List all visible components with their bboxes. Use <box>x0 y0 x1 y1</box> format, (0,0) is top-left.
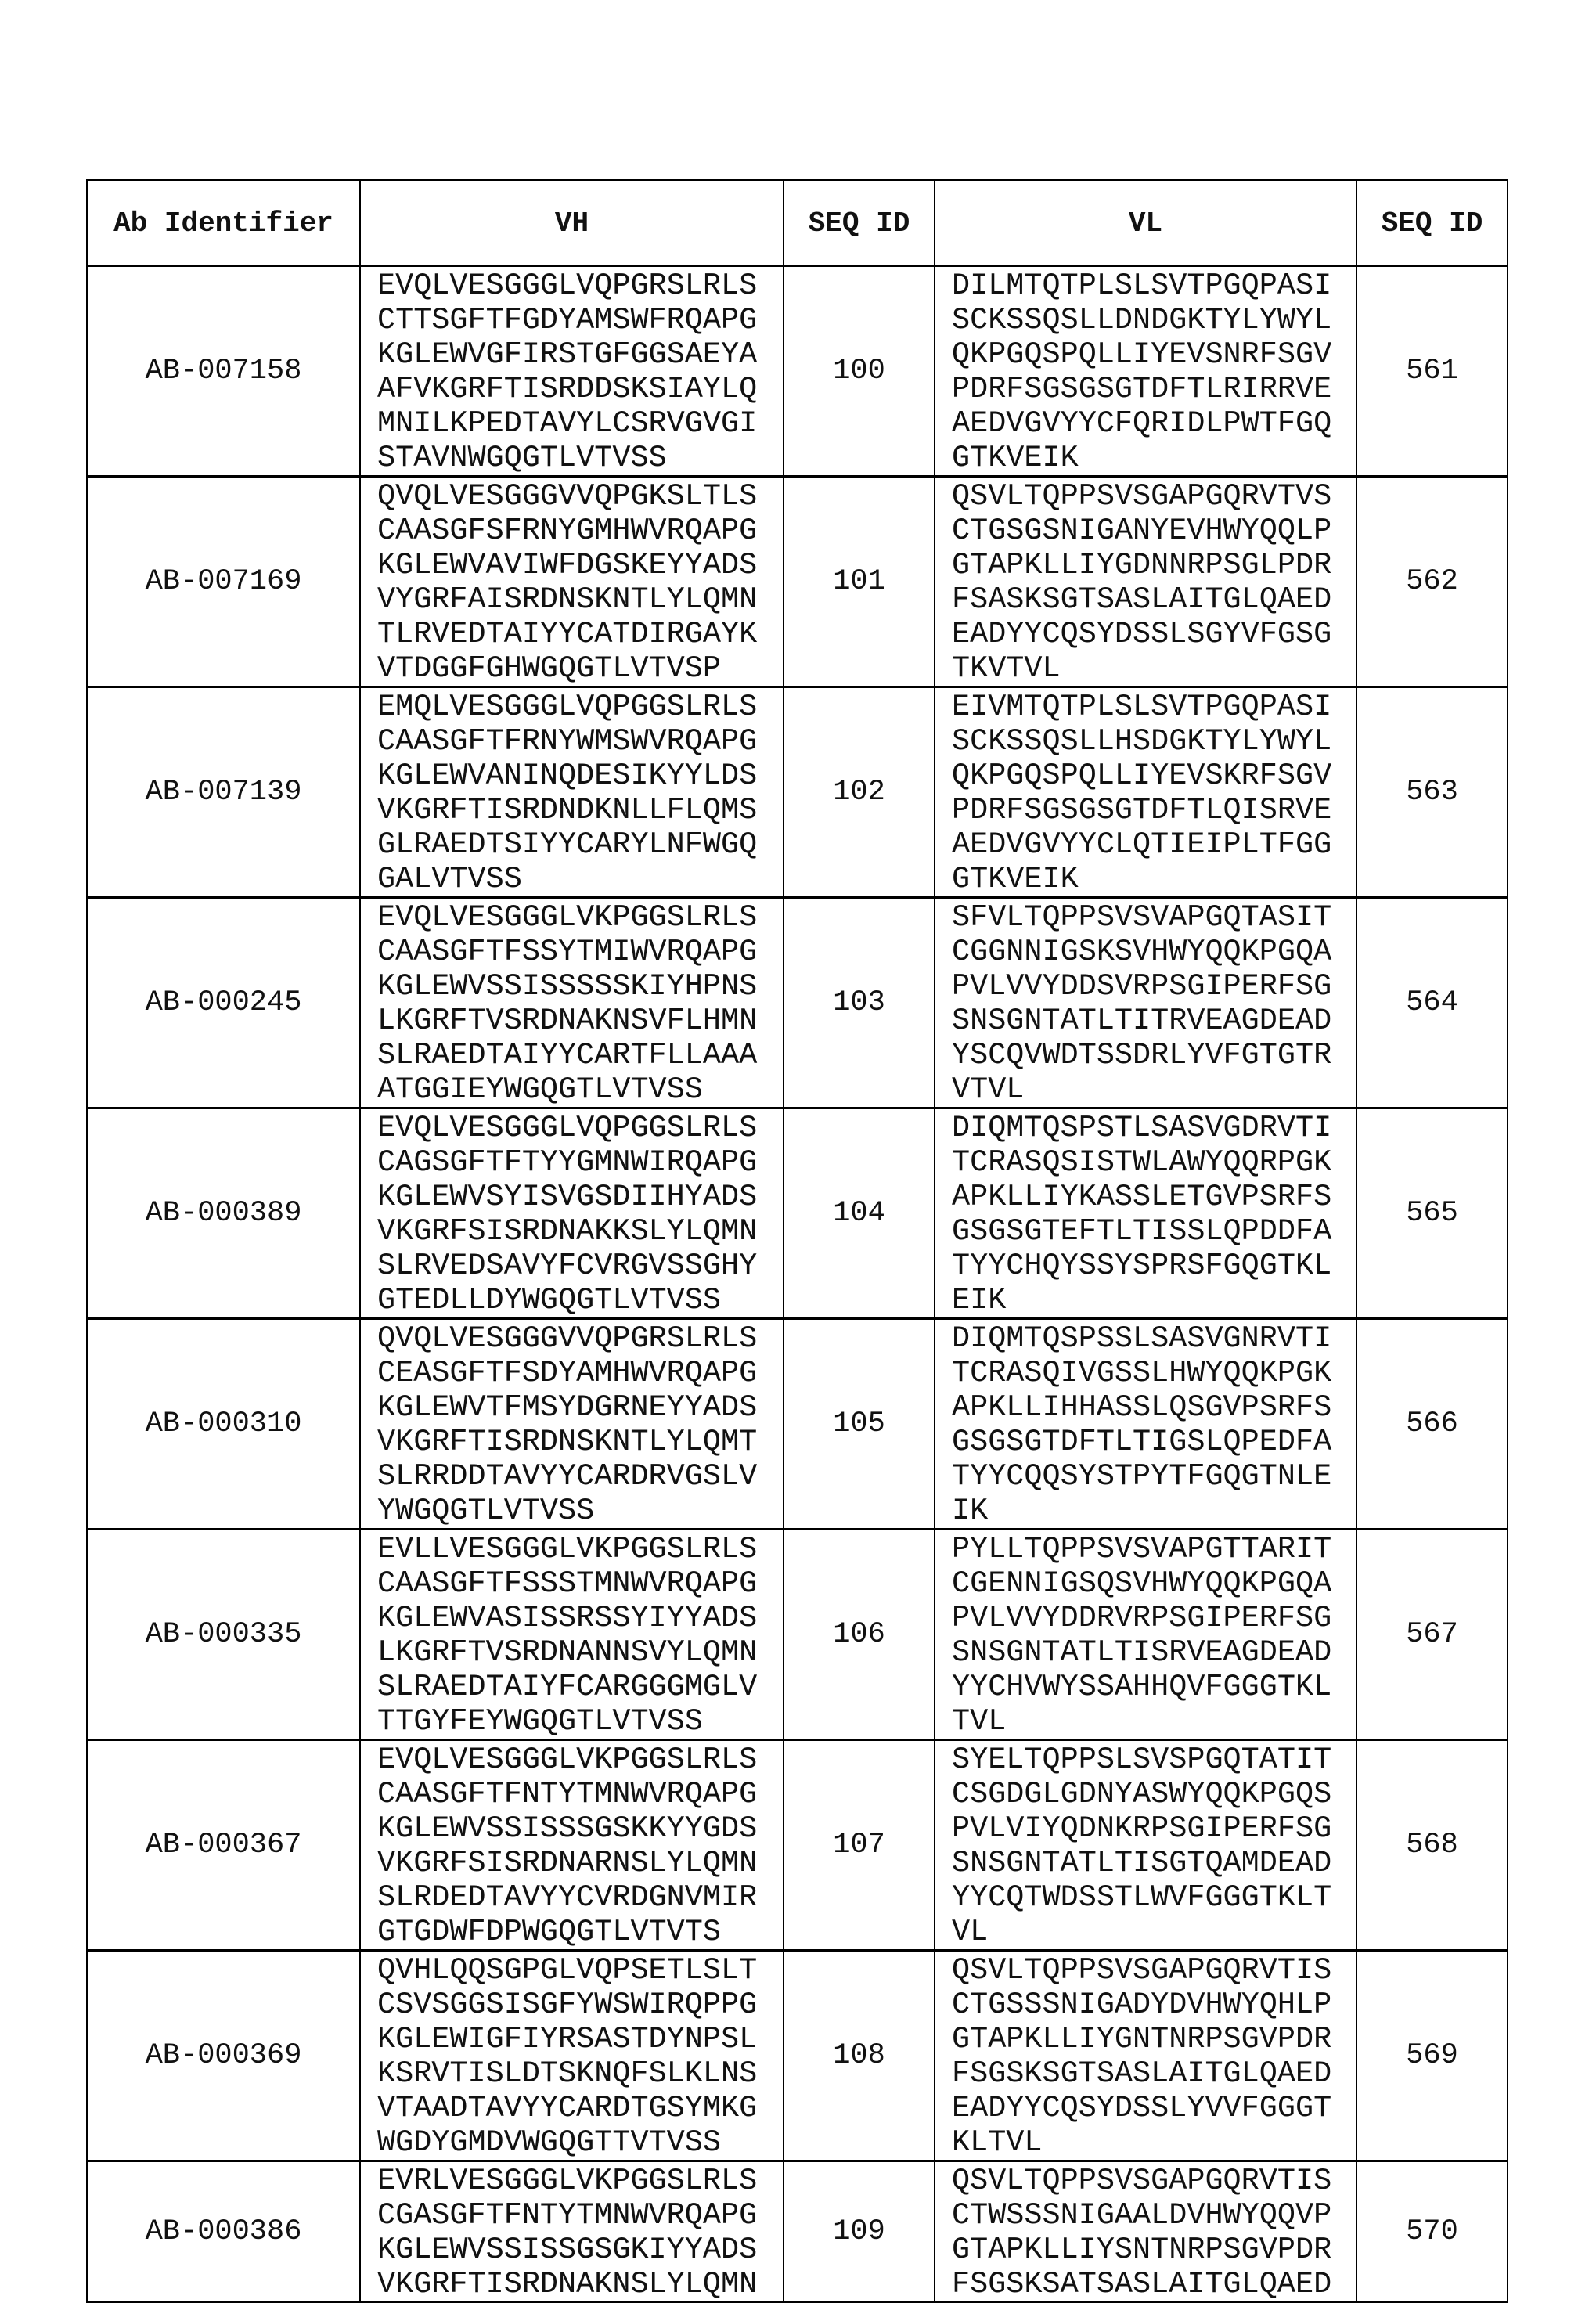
vh-sequence <box>360 1740 784 1951</box>
sequence-line: GLRAEDTSIYYCARYLNFWGQ <box>377 827 783 862</box>
sequence-line: YYCQTWDSSTLWVFGGGTKLT <box>952 1880 1356 1915</box>
sequence-line: DILMTQTPLSLSVTPGQPASI <box>952 269 1356 303</box>
sequence-line: KGLEWVAVIWFDGSKEYYADS <box>377 548 783 582</box>
sequence-line: EADYYCQSYDSSLSGYVFGSG <box>952 617 1356 651</box>
sequence-line: KGLEWVANINQDESIKYYLDS <box>377 759 783 793</box>
sequence-line: KSRVTISLDTSKNQFSLKLNS <box>377 2056 783 2091</box>
table-row <box>87 687 1508 898</box>
sequence-line: QVQLVESGGGVVQPGRSLRLS <box>377 1321 783 1356</box>
vl-seq-id: 561 <box>1356 266 1508 477</box>
vh-seq-id: 108 <box>784 1951 935 2161</box>
table-row <box>87 1951 1508 2161</box>
ab-identifier: AB-000389 <box>87 1108 360 1319</box>
vh-sequence <box>360 1951 784 2161</box>
sequence-line: VKGRFSISRDNARNSLYLQMN <box>377 1846 783 1880</box>
sequence-line: GSGSGTDFTLTIGSLQPEDFA <box>952 1425 1356 1459</box>
sequence-line: VKGRFTISRDNSKNTLYLQMT <box>377 1425 783 1459</box>
sequence-line: CAASGFTFSSYTMIWVRQAPG <box>377 935 783 969</box>
sequence-line: PDRFSGSGSGTDFTLRIRRVE <box>952 372 1356 406</box>
sequence-line: EVRLVESGGGLVKPGGSLRLS <box>377 2164 783 2198</box>
sequence-line: CSVSGGSISGFYWSWIRQPPG <box>377 1988 783 2022</box>
vh-seq-id: 105 <box>784 1319 935 1530</box>
vl-seq-id: 565 <box>1356 1108 1508 1319</box>
sequence-line: TCRASQIVGSSLHWYQQKPGK <box>952 1356 1356 1390</box>
vl-sequence <box>935 1740 1356 1951</box>
sequence-line: YWGQGTLVTVSS <box>377 1494 783 1528</box>
sequence-line: TVL <box>952 1704 1356 1739</box>
sequence-line: KGLEWVTFMSYDGRNEYYADS <box>377 1390 783 1425</box>
sequence-line: SLRAEDTAIYYCARTFLLAAA <box>377 1038 783 1072</box>
sequence-line: CTGSSSNIGADYDVHWYQHLP <box>952 1988 1356 2022</box>
sequence-line: GTAPKLLIYSNTNRPSGVPDR <box>952 2233 1356 2267</box>
sequence-line: GTGDWFDPWGQGTLVTVTS <box>377 1915 783 1949</box>
vl-sequence <box>935 1951 1356 2161</box>
sequence-line: PVLVVYDDSVRPSGIPERFSG <box>952 969 1356 1004</box>
vh-seq-id: 107 <box>784 1740 935 1951</box>
sequence-line: VKGRFTISRDNDKNLLFLQMS <box>377 793 783 827</box>
vl-seq-id: 569 <box>1356 1951 1508 2161</box>
sequence-line: LKGRFTVSRDNANNSVYLQMN <box>377 1635 783 1670</box>
sequence-line: VTVL <box>952 1072 1356 1107</box>
sequence-line: EVLLVESGGGLVKPGGSLRLS <box>377 1532 783 1566</box>
table-row <box>87 266 1508 477</box>
sequence-line: IK <box>952 1494 1356 1528</box>
sequence-line: CSGDGLGDNYASWYQQKPGQS <box>952 1777 1356 1811</box>
vh-sequence <box>360 687 784 898</box>
vl-sequence <box>935 1319 1356 1530</box>
table-row <box>87 1319 1508 1530</box>
sequence-line: FSGSKSGTSASLAITGLQAED <box>952 2056 1356 2091</box>
sequence-line: KGLEWVSSISSSSSKIYHPNS <box>377 969 783 1004</box>
sequence-line: EIK <box>952 1283 1356 1317</box>
sequence-line: CGGNNIGSKSVHWYQQKPGQA <box>952 935 1356 969</box>
sequence-line: TYYCQQSYSTPYTFGQGTNLE <box>952 1459 1356 1494</box>
sequence-line: SLRAEDTAIYFCARGGGMGLV <box>377 1670 783 1704</box>
sequence-line: QVQLVESGGGVVQPGKSLTLS <box>377 479 783 514</box>
vl-sequence <box>935 2161 1356 2303</box>
header-vh: VH <box>360 180 784 266</box>
sequence-line: GTKVEIK <box>952 862 1356 896</box>
header-row <box>87 180 1508 266</box>
vh-seq-id: 103 <box>784 898 935 1108</box>
sequence-line: SFVLTQPPSVSVAPGQTASIT <box>952 900 1356 935</box>
sequence-line: QVHLQQSGPGLVQPSETLSLT <box>377 1953 783 1988</box>
vh-seq-id: 104 <box>784 1108 935 1319</box>
sequence-line: PVLVIYQDNKRPSGIPERFSG <box>952 1811 1356 1846</box>
sequence-line: TYYCHQYSSYSPRSFGQGTKL <box>952 1249 1356 1283</box>
sequence-line: EVQLVESGGGLVQPGRSLRLS <box>377 269 783 303</box>
vl-seq-id: 564 <box>1356 898 1508 1108</box>
sequence-line: CGASGFTFNTYTMNWVRQAPG <box>377 2198 783 2233</box>
sequence-line: SLRDEDTAVYYCVRDGNVMIR <box>377 1880 783 1915</box>
sequence-line: CTGSGSNIGANYEVHWYQQLP <box>952 514 1356 548</box>
vh-sequence <box>360 1108 784 1319</box>
table-row <box>87 898 1508 1108</box>
header-vh-seq-id: SEQ ID <box>784 180 935 266</box>
sequence-line: SLRRDDTAVYYCARDRVGSLV <box>377 1459 783 1494</box>
sequence-line: SNSGNTATLTISGTQAMDEAD <box>952 1846 1356 1880</box>
vh-seq-id: 100 <box>784 266 935 477</box>
ab-identifier: AB-000335 <box>87 1530 360 1740</box>
header-ab-identifier: Ab Identifier <box>87 180 360 266</box>
sequence-line: TKVTVL <box>952 651 1356 686</box>
sequence-line: AEDVGVYYCFQRIDLPWTFGQ <box>952 406 1356 441</box>
sequence-line: PVLVVYDDRVRPSGIPERFSG <box>952 1601 1356 1635</box>
sequence-line: EMQLVESGGGLVQPGGSLRLS <box>377 690 783 724</box>
sequence-line: KGLEWVGFIRSTGFGGSAEYA <box>377 337 783 372</box>
vl-sequence <box>935 1530 1356 1740</box>
sequence-line: CAASGFSFRNYGMHWVRQAPG <box>377 514 783 548</box>
vl-seq-id: 566 <box>1356 1319 1508 1530</box>
sequence-line: CAGSGFTFTYYGMNWIRQAPG <box>377 1145 783 1180</box>
vh-sequence <box>360 266 784 477</box>
sequence-line: EVQLVESGGGLVKPGGSLRLS <box>377 1743 783 1777</box>
vh-sequence <box>360 477 784 687</box>
sequence-line: WGDYGMDVWGQGTTVTVSS <box>377 2125 783 2160</box>
vl-seq-id: 568 <box>1356 1740 1508 1951</box>
sequence-line: GTAPKLLIYGNTNRPSGVPDR <box>952 2022 1356 2056</box>
ab-identifier: AB-000245 <box>87 898 360 1108</box>
ab-identifier: AB-000367 <box>87 1740 360 1951</box>
sequence-line: VKGRFTISRDNAKNSLYLQMN <box>377 2267 783 2301</box>
header-vl: VL <box>935 180 1356 266</box>
sequence-line: TLRVEDTAIYYCATDIRGAYK <box>377 617 783 651</box>
sequence-line: CTWSSSNIGAALDVHWYQQVP <box>952 2198 1356 2233</box>
table-row <box>87 1740 1508 1951</box>
vl-seq-id: 563 <box>1356 687 1508 898</box>
sequence-line: CTTSGFTFGDYAMSWFRQAPG <box>377 303 783 337</box>
vh-sequence <box>360 898 784 1108</box>
sequence-line: CEASGFTFSDYAMHWVRQAPG <box>377 1356 783 1390</box>
sequence-line: QSVLTQPPSVSGAPGQRVTIS <box>952 2164 1356 2198</box>
table-row <box>87 477 1508 687</box>
sequence-line: KGLEWVASISSRSSYIYYADS <box>377 1601 783 1635</box>
sequence-line: SNSGNTATLTISRVEAGDEAD <box>952 1635 1356 1670</box>
sequence-line: EADYYCQSYDSSLYVVFGGGT <box>952 2091 1356 2125</box>
sequence-line: FSGSKSATSASLAITGLQAED <box>952 2267 1356 2301</box>
sequence-line: LKGRFTVSRDNAKNSVFLHMN <box>377 1004 783 1038</box>
sequence-line: KGLEWVSSISSSGSKKYYGDS <box>377 1811 783 1846</box>
vl-seq-id: 562 <box>1356 477 1508 687</box>
sequence-line: VTDGGFGHWGQGTLVTVSP <box>377 651 783 686</box>
sequence-line: SCKSSQSLLDNDGKTYLYWYL <box>952 303 1356 337</box>
antibody-sequence-table <box>86 179 1508 2303</box>
sequence-line: QKPGQSPQLLIYEVSNRFSGV <box>952 337 1356 372</box>
sequence-line: AEDVGVYYCLQTIEIPLTFGG <box>952 827 1356 862</box>
vl-sequence <box>935 687 1356 898</box>
sequence-line: GTAPKLLIYGDNNRPSGLPDR <box>952 548 1356 582</box>
sequence-line: SYELTQPPSLSVSPGQTATIT <box>952 1743 1356 1777</box>
sequence-line: KGLEWVSSISSGSGKIYYADS <box>377 2233 783 2267</box>
sequence-line: PDRFSGSGSGTDFTLQISRVE <box>952 793 1356 827</box>
vl-sequence <box>935 1108 1356 1319</box>
table-row <box>87 2161 1508 2303</box>
vh-seq-id: 109 <box>784 2161 935 2303</box>
vl-seq-id: 567 <box>1356 1530 1508 1740</box>
sequence-line: VTAADTAVYYCARDTGSYMKG <box>377 2091 783 2125</box>
sequence-line: SCKSSQSLLHSDGKTYLYWYL <box>952 724 1356 759</box>
sequence-line: KGLEWVSYISVGSDIIHYADS <box>377 1180 783 1214</box>
sequence-line: GTEDLLDYWGQGTLVTVSS <box>377 1283 783 1317</box>
ab-identifier: AB-007158 <box>87 266 360 477</box>
ab-identifier: AB-000369 <box>87 1951 360 2161</box>
sequence-line: CAASGFTFSSSTMNWVRQAPG <box>377 1566 783 1601</box>
vh-seq-id: 101 <box>784 477 935 687</box>
vh-seq-id: 106 <box>784 1530 935 1740</box>
sequence-line: QKPGQSPQLLIYEVSKRFSGV <box>952 759 1356 793</box>
sequence-line: EVQLVESGGGLVKPGGSLRLS <box>377 900 783 935</box>
vl-seq-id: 570 <box>1356 2161 1508 2303</box>
sequence-line: GALVTVSS <box>377 862 783 896</box>
sequence-line: GSGSGTEFTLTISSLQPDDFA <box>952 1214 1356 1249</box>
sequence-line: TCRASQSISTWLAWYQQRPGK <box>952 1145 1356 1180</box>
sequence-line: EIVMTQTPLSLSVTPGQPASI <box>952 690 1356 724</box>
vl-sequence <box>935 898 1356 1108</box>
sequence-line: MNILKPEDTAVYLCSRVGVGI <box>377 406 783 441</box>
sequence-line: CAASGFTFNTYTMNWVRQAPG <box>377 1777 783 1811</box>
sequence-line: DIQMTQSPSSLSASVGNRVTI <box>952 1321 1356 1356</box>
sequence-line: SLRVEDSAVYFCVRGVSSGHY <box>377 1249 783 1283</box>
sequence-line: AFVKGRFTISRDDSKSIAYLQ <box>377 372 783 406</box>
sequence-line: CAASGFTFRNYWMSWVRQAPG <box>377 724 783 759</box>
vh-sequence <box>360 1319 784 1530</box>
sequence-line: VL <box>952 1915 1356 1949</box>
vh-sequence <box>360 1530 784 1740</box>
sequence-line: QSVLTQPPSVSGAPGQRVTVS <box>952 479 1356 514</box>
sequence-line: SNSGNTATLTITRVEAGDEAD <box>952 1004 1356 1038</box>
sequence-line: APKLLIYKASSLETGVPSRFS <box>952 1180 1356 1214</box>
sequence-line: VKGRFSISRDNAKKSLYLQMN <box>377 1214 783 1249</box>
sequence-line: CGENNIGSQSVHWYQQKPGQA <box>952 1566 1356 1601</box>
sequence-line: YYCHVWYSSAHHQVFGGGTKL <box>952 1670 1356 1704</box>
ab-identifier: AB-007139 <box>87 687 360 898</box>
sequence-line: GTKVEIK <box>952 441 1356 475</box>
vh-seq-id: 102 <box>784 687 935 898</box>
sequence-line: FSASKSGTSASLAITGLQAED <box>952 582 1356 617</box>
vl-sequence <box>935 266 1356 477</box>
sequence-line: KGLEWIGFIYRSASTDYNPSL <box>377 2022 783 2056</box>
sequence-line: PYLLTQPPSVSVAPGTTARIT <box>952 1532 1356 1566</box>
sequence-line: STAVNWGQGTLVTVSS <box>377 441 783 475</box>
sequence-line: APKLLIHHASSLQSGVPSRFS <box>952 1390 1356 1425</box>
sequence-line: DIQMTQSPSTLSASVGDRVTI <box>952 1111 1356 1145</box>
sequence-line: TTGYFEYWGQGTLVTVSS <box>377 1704 783 1739</box>
ab-identifier: AB-000386 <box>87 2161 360 2303</box>
sequence-line: QSVLTQPPSVSGAPGQRVTIS <box>952 1953 1356 1988</box>
ab-identifier: AB-007169 <box>87 477 360 687</box>
ab-identifier: AB-000310 <box>87 1319 360 1530</box>
header-vl-seq-id: SEQ ID <box>1356 180 1508 266</box>
sequence-line: KLTVL <box>952 2125 1356 2160</box>
sequence-line: ATGGIEYWGQGTLVTVSS <box>377 1072 783 1107</box>
sequence-line: EVQLVESGGGLVQPGGSLRLS <box>377 1111 783 1145</box>
sequence-line: YSCQVWDTSSDRLYVFGTGTR <box>952 1038 1356 1072</box>
table-row <box>87 1108 1508 1319</box>
sequence-line: VYGRFAISRDNSKNTLYLQMN <box>377 582 783 617</box>
table-row <box>87 1530 1508 1740</box>
vh-sequence <box>360 2161 784 2303</box>
vl-sequence <box>935 477 1356 687</box>
